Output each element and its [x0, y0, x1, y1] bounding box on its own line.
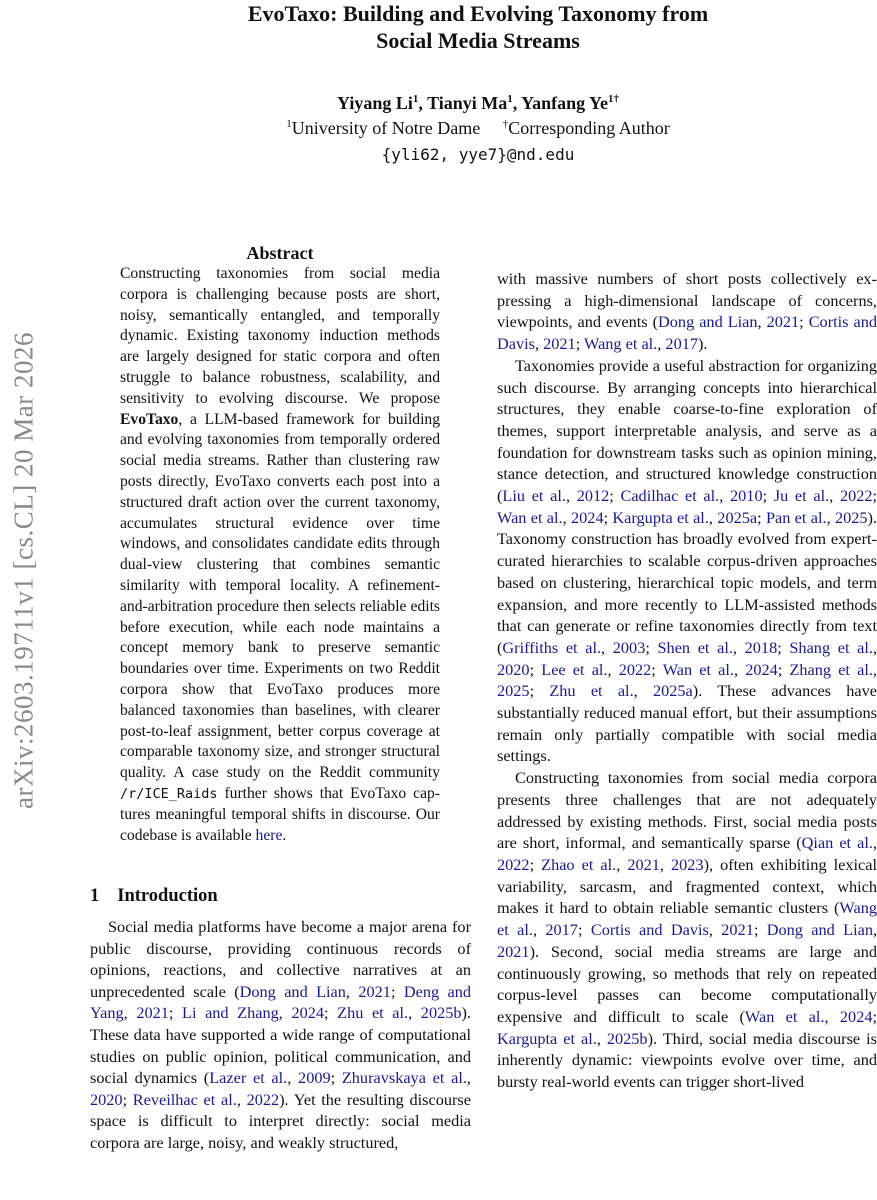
- affiliation: [80, 118, 876, 139]
- citation-link[interactable]: 2020: [90, 1089, 123, 1109]
- body-text: ;: [753, 920, 767, 940]
- citation-link[interactable]: Shen et al.: [657, 637, 733, 657]
- citation-link[interactable]: Dong and Lian: [239, 981, 346, 1001]
- body-text: ,: [872, 637, 877, 657]
- intro-paragraph: [90, 916, 471, 1154]
- citation-link[interactable]: 2021: [766, 312, 800, 332]
- citation-link[interactable]: Zhu et al.: [549, 681, 634, 701]
- section-heading: [90, 886, 218, 907]
- citation-link[interactable]: 2022: [839, 486, 873, 506]
- left-column: [90, 916, 471, 1154]
- citation-link[interactable]: 2003: [612, 637, 646, 657]
- citation-link[interactable]: 2022: [497, 854, 530, 874]
- citation-link[interactable]: Kargupta et al.: [497, 1028, 597, 1048]
- body-text: ,: [719, 486, 731, 506]
- citation-link[interactable]: Shang et al.: [789, 637, 873, 657]
- citation-link[interactable]: 2021: [358, 981, 391, 1001]
- author-name: Tianyi Ma: [427, 93, 508, 113]
- citation-link[interactable]: Zhang et al.: [789, 659, 873, 679]
- citation-link[interactable]: 2025a: [717, 507, 758, 527]
- body-text: ,: [534, 334, 544, 354]
- body-text: ,: [345, 981, 359, 1001]
- abstract-text: [120, 264, 440, 846]
- citation-link[interactable]: 2021: [497, 941, 530, 961]
- citation-link[interactable]: 2021: [627, 854, 660, 874]
- body-text: ,: [657, 334, 666, 354]
- body-text: ,: [732, 637, 745, 657]
- intro-paragraph: [497, 767, 877, 1093]
- body-text: ,: [708, 507, 718, 527]
- citation-link[interactable]: Griffiths et al.: [502, 637, 602, 657]
- citation-link[interactable]: 2020: [497, 659, 530, 679]
- intro-paragraph: [497, 268, 877, 355]
- body-text: ,: [236, 1089, 247, 1109]
- citation-link[interactable]: Pan et al.: [765, 507, 827, 527]
- citation-link[interactable]: Wang et al.: [584, 334, 658, 354]
- body-text: ,: [607, 659, 619, 679]
- body-text: ;: [777, 637, 790, 657]
- citation-link[interactable]: Ju et al.: [773, 486, 830, 506]
- citation-link[interactable]: Cortis and Davis: [497, 312, 877, 354]
- body-text: ,: [733, 659, 746, 679]
- body-text: ;: [122, 1089, 133, 1109]
- body-text: ;: [872, 1006, 877, 1026]
- citation-link[interactable]: 2023: [671, 854, 704, 874]
- body-text: ;: [575, 334, 584, 354]
- body-text: ,: [659, 854, 671, 874]
- right-column: [497, 268, 877, 1093]
- body-text: ,: [466, 1068, 471, 1088]
- citation-link[interactable]: Wan et al.: [497, 507, 563, 527]
- body-text: ,: [757, 312, 767, 332]
- body-text: Social media platforms have become a major arena for public discourse, providing continuous records of opinions, reactions, and collective narratives at an unprecedented scale (: [90, 917, 471, 1001]
- emphasized-text: EvoTaxo: [120, 410, 179, 428]
- citation-link[interactable]: 2017: [665, 334, 698, 354]
- title-line: EvoTaxo: Building and Evolving Taxonomy from: [247, 1, 709, 26]
- body-text: ). Yet the resulting discourse space is difficult to interpret directly: social media corpora are large, noisy, and weakly structured,: [90, 1089, 471, 1152]
- citation-link[interactable]: 2025b: [606, 1028, 648, 1048]
- citation-link[interactable]: 2010: [730, 486, 763, 506]
- body-text: ,: [278, 1003, 292, 1023]
- body-text: ,: [872, 833, 877, 853]
- citation-link[interactable]: 2022: [246, 1089, 280, 1109]
- citation-link[interactable]: Zhao et al.: [541, 854, 617, 874]
- body-text: ;: [757, 507, 766, 527]
- body-text: ).: [697, 334, 708, 354]
- body-text: ;: [645, 637, 658, 657]
- body-text: ;: [609, 486, 621, 506]
- affiliation-name: University of Notre Dame: [291, 118, 481, 138]
- body-text: ;: [799, 312, 809, 332]
- citation-link[interactable]: 2024: [291, 1003, 324, 1023]
- citation-link[interactable]: 2021: [543, 334, 576, 354]
- body-text: , a LLM-based framework for building and evolving taxonomies from temporally ordered social media streams. Rather than clustering raw posts directly, EvoTaxo converts each post into a structured draft action over the current taxonomy, accumulates structural evidence over time windows, and consolidates candidate edits through dual-view clustering that combines semantic similarity with temporal locality. A refinement-and-arbitration procedure then selects reliable edits before execution, while each node maintains a concept memory bank to preserve semantic boundaries over time. Experiments on two Reddit corpora show that EvoTaxo produces more balanced taxonomies than baselines, with clearer post-to-leaf assignment, better corpus coverage at comparable taxonomy size, and stronger structural quality. A case study on the Reddit community: [120, 410, 440, 782]
- citation-link[interactable]: Kargupta et al.: [612, 507, 709, 527]
- citation-link[interactable]: Wan et al.: [662, 659, 734, 679]
- citation-link[interactable]: Wan et al.: [744, 1006, 825, 1026]
- body-text: Constructing taxonomies from social media corpora is challenging because posts are short, noisy, semantically entangled, and temporally dynamic. Existing taxonomy induction methods are largely designed for static corpora and often struggle to balance robustness, scalability, and sensitivity to evolving discourse. We propose: [120, 265, 440, 407]
- citation-link[interactable]: Zhu et al.: [337, 1003, 409, 1023]
- body-text: ,: [824, 1006, 840, 1026]
- citation-link[interactable]: Lazer et al.: [209, 1068, 288, 1088]
- body-text: ;: [168, 1003, 182, 1023]
- citation-link[interactable]: Liu et al.: [502, 486, 566, 506]
- citation-link[interactable]: 2025b: [420, 1003, 462, 1023]
- body-text: ;: [390, 981, 404, 1001]
- citation-link[interactable]: Cadilhac et al.: [620, 486, 720, 506]
- body-text: ,: [565, 486, 577, 506]
- citation-link[interactable]: Deng and Yang: [90, 981, 471, 1023]
- body-text: ,: [708, 920, 722, 940]
- body-text: ,: [633, 681, 653, 701]
- body-text: ;: [777, 659, 790, 679]
- author-affiliation-mark: 1†: [607, 93, 619, 105]
- citation-link[interactable]: 2012: [576, 486, 610, 506]
- citation-link[interactable]: 2017: [545, 920, 578, 940]
- body-text: ;: [529, 854, 542, 874]
- body-text: ). Third, social media discourse is inherently dynamic: viewpoints evolve over time, and bursty real-world events can trigger short-lived: [497, 1028, 877, 1092]
- body-text: ,: [287, 1068, 299, 1088]
- body-text: ). These data have supported a wide range of computational studies on public opinion, political communication, and social dynamics (: [90, 1003, 471, 1088]
- citation-link[interactable]: 2024: [745, 659, 778, 679]
- author-email: {yli62, yye7}@nd.edu: [381, 145, 575, 164]
- body-text: ,: [532, 920, 546, 940]
- body-text: ;: [603, 507, 613, 527]
- body-text: further shows that EvoTaxo captures meaningful temporal shifts in discourse. Our codebase is available: [120, 784, 440, 844]
- affiliation-mark: 1: [286, 118, 292, 130]
- body-text: ). Taxonomy construction has broadly evolved from expert-curated hierarchies to scalable corpus-driven approaches based on clustering, hierarchical topic models, and term expansion, and more recently to LLM-assisted methods that can generate or refine taxonomies directly from text (: [497, 507, 877, 657]
- body-text: ;: [330, 1068, 342, 1088]
- citation-link[interactable]: 2021: [136, 1003, 169, 1023]
- body-text: ,: [616, 854, 628, 874]
- citation-link[interactable]: 2025: [834, 507, 868, 527]
- citation-link[interactable]: 2024: [839, 1006, 873, 1026]
- title-line: Social Media Streams: [376, 28, 580, 53]
- citation-link[interactable]: Dong and Lian: [766, 920, 873, 940]
- body-text: ,: [123, 1003, 137, 1023]
- author-list: Yiyang Li$^1$, Tianyi Ma$^1$, Yanfang $Ye^{1\dagger}$: [337, 93, 619, 113]
- citation-link[interactable]: 2025: [497, 681, 530, 701]
- body-text: ,: [829, 486, 840, 506]
- body-text: with massive numbers of short posts collectively expressing a high-dimensional landscape of concerns, viewpoints, and events (: [497, 269, 877, 332]
- citation-link[interactable]: Lee et al.: [541, 659, 608, 679]
- citation-link[interactable]: 2021: [721, 920, 754, 940]
- citation-link[interactable]: Wang et al.: [497, 898, 877, 940]
- body-text: ;: [872, 486, 877, 506]
- body-text: ). Second, social media streams are large and continuously growing, so methods that rely on repeated corpus-level passes can become computationally expensive and difficult to scale (: [497, 941, 877, 1026]
- body-text: ;: [529, 659, 542, 679]
- citation-link[interactable]: 2022: [618, 659, 652, 679]
- citation-link[interactable]: here: [255, 826, 283, 844]
- body-text: Taxonomies provide a useful abstraction for organizing such discourse. By arranging concepts into hierarchical structures, they enable coarse-to-fine exploration of themes, support interpretable analysis, and serve as a foundation for downstream tasks such as opinion mining, stance detection, and structured knowledge construction (: [497, 355, 877, 506]
- intro-paragraph: [497, 355, 877, 767]
- citation-link[interactable]: Reveilhac et al.: [132, 1089, 237, 1109]
- citation-link[interactable]: Li and Zhang: [182, 1003, 279, 1023]
- code-text: /r/ICE_Raids: [120, 785, 218, 802]
- citation-link[interactable]: Cortis and Davis: [590, 920, 709, 940]
- body-text: ), often exhibiting lexical variability, sarcasm, and fragmented context, which makes it hard to obtain reliable semantic clusters (: [497, 854, 877, 918]
- body-text: ;: [577, 920, 591, 940]
- citation-link[interactable]: 2009: [298, 1068, 331, 1088]
- citation-link[interactable]: Qian et al.: [801, 833, 873, 853]
- body-text: ,: [408, 1003, 421, 1023]
- body-text: ,: [826, 507, 835, 527]
- abstract-heading: Abstract: [246, 243, 314, 263]
- body-text: Constructing taxonomies from social media corpora presents three challenges that are not adequately addressed by existing methods. First, social media posts are short, informal, and semantically sparse (: [497, 768, 877, 853]
- section-number: 1: [90, 886, 100, 906]
- body-text: ,: [872, 659, 877, 679]
- body-text: ;: [762, 486, 774, 506]
- citation-link[interactable]: 2024: [571, 507, 604, 527]
- body-text: .: [282, 826, 287, 844]
- body-text: ;: [324, 1003, 338, 1023]
- corresponding-mark: †: [502, 118, 509, 130]
- body-text: ,: [872, 920, 877, 940]
- body-text: ;: [529, 681, 550, 701]
- author-affiliation-mark: 1: [412, 93, 419, 105]
- citation-link[interactable]: 2025a: [652, 681, 693, 701]
- arxiv-identifier: arXiv:2603.19711v1 [cs.CL] 20 Mar 2026: [8, 332, 39, 809]
- corresponding-author-note: Corresponding Author: [508, 118, 670, 138]
- body-text: ,: [601, 637, 613, 657]
- body-text: ,: [562, 507, 572, 527]
- body-text: ,: [596, 1028, 607, 1048]
- author-affiliation-mark: 1: [507, 93, 513, 105]
- citation-link[interactable]: 2018: [744, 637, 778, 657]
- author-name: Yanfang Ye: [521, 93, 608, 113]
- author-name: Yiyang Li: [337, 93, 413, 113]
- section-title: Introduction: [117, 886, 218, 906]
- body-text: ). These advances have substantially reduced manual effort, but their assumptions remain only partially compatible with social media settings.: [497, 681, 877, 766]
- body-text: ;: [651, 659, 663, 679]
- paper-title: [80, 0, 876, 54]
- citation-link[interactable]: Dong and Lian: [658, 312, 758, 332]
- citation-link[interactable]: Zhuravskaya et al.: [341, 1068, 467, 1088]
